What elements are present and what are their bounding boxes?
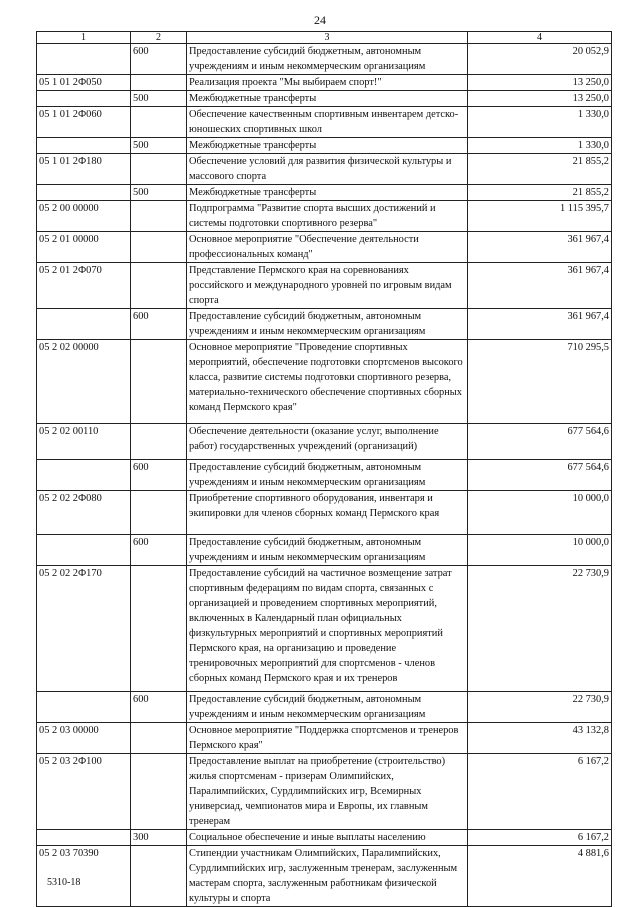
cell-description: Предоставление субсидий бюджетным, автономным учреждениям и иным некоммерческим организациям — [187, 535, 468, 566]
table-row — [37, 754, 612, 830]
table-row — [37, 340, 612, 424]
cell-description: Стипендии участникам Олимпийских, Паралимпийских, Сурдлимпийских игр, заслуженным тренерам, заслуженным мастерам спорта, заслуженным работникам физической культуры и спорта — [187, 846, 468, 907]
cell-expense-type: 600 — [131, 535, 187, 566]
cell-code: 05 2 03 70390 — [37, 846, 131, 907]
column-header-3: 3 — [187, 32, 468, 44]
cell-amount: 10 000,0 — [468, 491, 612, 535]
cell-expense-type: 300 — [131, 830, 187, 846]
cell-code — [37, 44, 131, 75]
cell-description: Предоставление субсидий бюджетным, автономным учреждениям и иным некоммерческим организациям — [187, 460, 468, 491]
budget-table — [36, 31, 612, 907]
cell-code — [37, 830, 131, 846]
cell-code — [37, 91, 131, 107]
cell-amount: 1 330,0 — [468, 138, 612, 154]
cell-code — [37, 309, 131, 340]
cell-expense-type — [131, 491, 187, 535]
cell-description: Межбюджетные трансферты — [187, 185, 468, 201]
table-row — [37, 830, 612, 846]
cell-amount: 361 967,4 — [468, 232, 612, 263]
table-row — [37, 309, 612, 340]
cell-expense-type — [131, 424, 187, 460]
cell-code: 05 2 02 2Ф170 — [37, 566, 131, 692]
column-header-4: 4 — [468, 32, 612, 44]
column-header-2: 2 — [131, 32, 187, 44]
cell-amount: 1 330,0 — [468, 107, 612, 138]
footer-document-code: 5310-18 — [47, 877, 81, 888]
cell-expense-type — [131, 107, 187, 138]
cell-code — [37, 138, 131, 154]
cell-expense-type: 600 — [131, 460, 187, 491]
table-row — [37, 692, 612, 723]
cell-description: Основное мероприятие "Обеспечение деятельности профессиональных команд" — [187, 232, 468, 263]
cell-code — [37, 692, 131, 723]
cell-code: 05 1 01 2Ф060 — [37, 107, 131, 138]
cell-amount: 13 250,0 — [468, 75, 612, 91]
table-row — [37, 566, 612, 692]
cell-code: 05 2 01 00000 — [37, 232, 131, 263]
table-row — [37, 263, 612, 309]
table-row — [37, 44, 612, 75]
cell-amount: 21 855,2 — [468, 185, 612, 201]
cell-code: 05 2 02 2Ф080 — [37, 491, 131, 535]
cell-description: Межбюджетные трансферты — [187, 91, 468, 107]
cell-amount: 677 564,6 — [468, 460, 612, 491]
cell-expense-type — [131, 263, 187, 309]
cell-expense-type: 600 — [131, 44, 187, 75]
cell-expense-type: 500 — [131, 185, 187, 201]
cell-description: Подпрограмма "Развитие спорта высших достижений и системы подготовки спортивного резерва" — [187, 201, 468, 232]
page-number: 24 — [314, 13, 326, 27]
cell-amount: 10 000,0 — [468, 535, 612, 566]
table-row — [37, 535, 612, 566]
table-row — [37, 138, 612, 154]
cell-code: 05 2 00 00000 — [37, 201, 131, 232]
cell-code: 05 2 03 00000 — [37, 723, 131, 754]
cell-code: 05 2 01 2Ф070 — [37, 263, 131, 309]
cell-expense-type — [131, 566, 187, 692]
cell-amount: 4 881,6 — [468, 846, 612, 907]
table-row — [37, 154, 612, 185]
table-row — [37, 201, 612, 232]
cell-amount: 13 250,0 — [468, 91, 612, 107]
table-row — [37, 846, 612, 907]
cell-code: 05 2 02 00000 — [37, 340, 131, 424]
table-row — [37, 107, 612, 138]
column-header-1: 1 — [37, 32, 131, 44]
cell-description: Предоставление субсидий на частичное возмещение затрат спортивным федерациям по видам спорта, связанных с организацией и проведением спортивных мероприятий, включенных в Календарный план официальных физкультурных мероприятий и спортивных мероприятий Пермского края, на организацию и проведение тренировочных мероприятий для спортсменов - членов сборных команд Пермского края и их тренеров — [187, 566, 468, 692]
cell-expense-type — [131, 154, 187, 185]
table-row — [37, 424, 612, 460]
cell-amount: 43 132,8 — [468, 723, 612, 754]
table-row — [37, 491, 612, 535]
cell-description: Обеспечение деятельности (оказание услуг, выполнение работ) государственных учреждений (организаций) — [187, 424, 468, 460]
table-row — [37, 75, 612, 91]
cell-amount: 1 115 395,7 — [468, 201, 612, 232]
cell-amount: 22 730,9 — [468, 566, 612, 692]
cell-description: Межбюджетные трансферты — [187, 138, 468, 154]
cell-code — [37, 535, 131, 566]
cell-description: Реализация проекта "Мы выбираем спорт!" — [187, 75, 468, 91]
cell-description: Обеспечение качественным спортивным инвентарем детско-юношеских спортивных школ — [187, 107, 468, 138]
cell-code: 05 2 02 00110 — [37, 424, 131, 460]
cell-amount: 6 167,2 — [468, 830, 612, 846]
cell-description: Предоставление выплат на приобретение (строительство) жилья спортсменам - призерам Олимпийских, Паралимпийских, Сурдлимпийских игр, Всемирных универсиад, чемпионатов мира и Европы, их главным тренерам — [187, 754, 468, 830]
cell-amount: 6 167,2 — [468, 754, 612, 830]
cell-expense-type — [131, 846, 187, 907]
cell-description: Социальное обеспечение и иные выплаты населению — [187, 830, 468, 846]
cell-expense-type — [131, 201, 187, 232]
cell-expense-type — [131, 75, 187, 91]
cell-code: 05 1 01 2Ф050 — [37, 75, 131, 91]
cell-code: 05 1 01 2Ф180 — [37, 154, 131, 185]
cell-expense-type: 600 — [131, 309, 187, 340]
cell-description: Основное мероприятие "Поддержка спортсменов и тренеров Пермского края" — [187, 723, 468, 754]
cell-code: 05 2 03 2Ф100 — [37, 754, 131, 830]
column-header-row — [37, 32, 612, 44]
table-row — [37, 232, 612, 263]
table-row — [37, 185, 612, 201]
cell-amount: 361 967,4 — [468, 263, 612, 309]
cell-amount: 22 730,9 — [468, 692, 612, 723]
cell-description: Приобретение спортивного оборудования, инвентаря и экипировки для членов сборных команд Пермского края — [187, 491, 468, 535]
cell-expense-type — [131, 723, 187, 754]
cell-amount: 20 052,9 — [468, 44, 612, 75]
cell-expense-type: 600 — [131, 692, 187, 723]
cell-description: Предоставление субсидий бюджетным, автономным учреждениям и иным некоммерческим организациям — [187, 44, 468, 75]
cell-amount: 677 564,6 — [468, 424, 612, 460]
table-row — [37, 91, 612, 107]
table-row — [37, 723, 612, 754]
cell-description: Представление Пермского края на соревнованиях российского и международного уровней по игровым видам спорта — [187, 263, 468, 309]
cell-expense-type — [131, 754, 187, 830]
cell-amount: 361 967,4 — [468, 309, 612, 340]
cell-description: Предоставление субсидий бюджетным, автономным учреждениям и иным некоммерческим организациям — [187, 309, 468, 340]
cell-description: Основное мероприятие "Проведение спортивных мероприятий, обеспечение подготовки спортсменов высокого класса, развитие системы подготовки спортивного резерва, материально-технического обеспечение спортивных сборных команд Пермского края" — [187, 340, 468, 424]
cell-expense-type: 500 — [131, 91, 187, 107]
cell-expense-type — [131, 340, 187, 424]
cell-expense-type: 500 — [131, 138, 187, 154]
cell-expense-type — [131, 232, 187, 263]
table-row — [37, 460, 612, 491]
cell-description: Предоставление субсидий бюджетным, автономным учреждениям и иным некоммерческим организациям — [187, 692, 468, 723]
cell-description: Обеспечение условий для развития физической культуры и массового спорта — [187, 154, 468, 185]
cell-amount: 21 855,2 — [468, 154, 612, 185]
cell-code — [37, 185, 131, 201]
cell-code — [37, 460, 131, 491]
cell-amount: 710 295,5 — [468, 340, 612, 424]
